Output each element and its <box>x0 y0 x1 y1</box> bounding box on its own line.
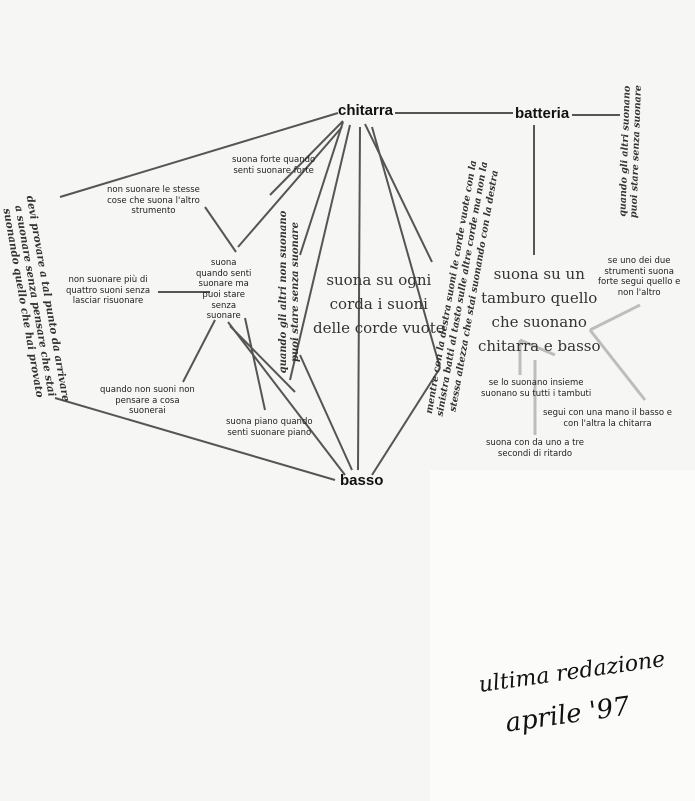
hand-left-note: devi provare a tal punto da arrivare a suonare senza pensare che stai suonando quello che hai provato <box>0 194 72 403</box>
hand-top-right-note: quando gli altri suonano puoi stare senza suonare <box>617 84 645 219</box>
big-center-text: suona su ogni corda i suoni delle corde vuote <box>313 271 445 337</box>
line-piano <box>245 318 265 410</box>
note-insieme: se lo suonano insieme suonano su tutti i tambuti <box>481 378 592 399</box>
line-hand-left-basso <box>55 398 335 480</box>
note-center: suona quando senti suonare ma puoi stare senza suonare <box>196 258 252 322</box>
note-forte: suona forte quando senti suonare forte <box>232 155 316 176</box>
signature-line1: ultima redazione <box>477 647 667 698</box>
line-stesse <box>205 207 236 252</box>
note-pensare: quando non suoni non pensare a cosa suonerai <box>100 385 195 417</box>
note-ritardo: suona con da uno a tre secondi di ritardo <box>486 438 585 459</box>
note-piano: suona piano quando senti suonare piano <box>226 417 313 438</box>
signature-line2: aprile '97 <box>503 691 632 739</box>
node-chitarra: chitarra <box>338 102 394 119</box>
node-basso: basso <box>340 472 384 489</box>
big-right-text: suona su un tamburo quello che suonano chitarra e basso <box>478 265 601 355</box>
note-quattro: non suonare più di quattro suoni senza lasciar risuonare <box>66 275 151 307</box>
note-stesse: non suonare le stesse cose che suona l'altro strumento <box>107 185 200 217</box>
note-unodei: se uno dei due strumenti suona forte segui quello e non l'altro <box>598 256 681 298</box>
line-basso-left <box>300 355 352 470</box>
note-mano: segui con una mano il basso e con l'altra la chitarra <box>543 408 672 429</box>
line-chitarra-hand-right <box>365 124 432 262</box>
hand-mid-note: quando gli altri non suonano puoi stare senza suonare <box>278 210 301 374</box>
hand-right-center-note: mentre con la destra suoni le corde vuote con la sinistra batti al tasto sulle altre corde ma non la stessa altezza che stai suonando con la destra <box>423 159 501 418</box>
line-pensare <box>183 320 215 382</box>
node-batteria: batteria <box>515 105 570 122</box>
